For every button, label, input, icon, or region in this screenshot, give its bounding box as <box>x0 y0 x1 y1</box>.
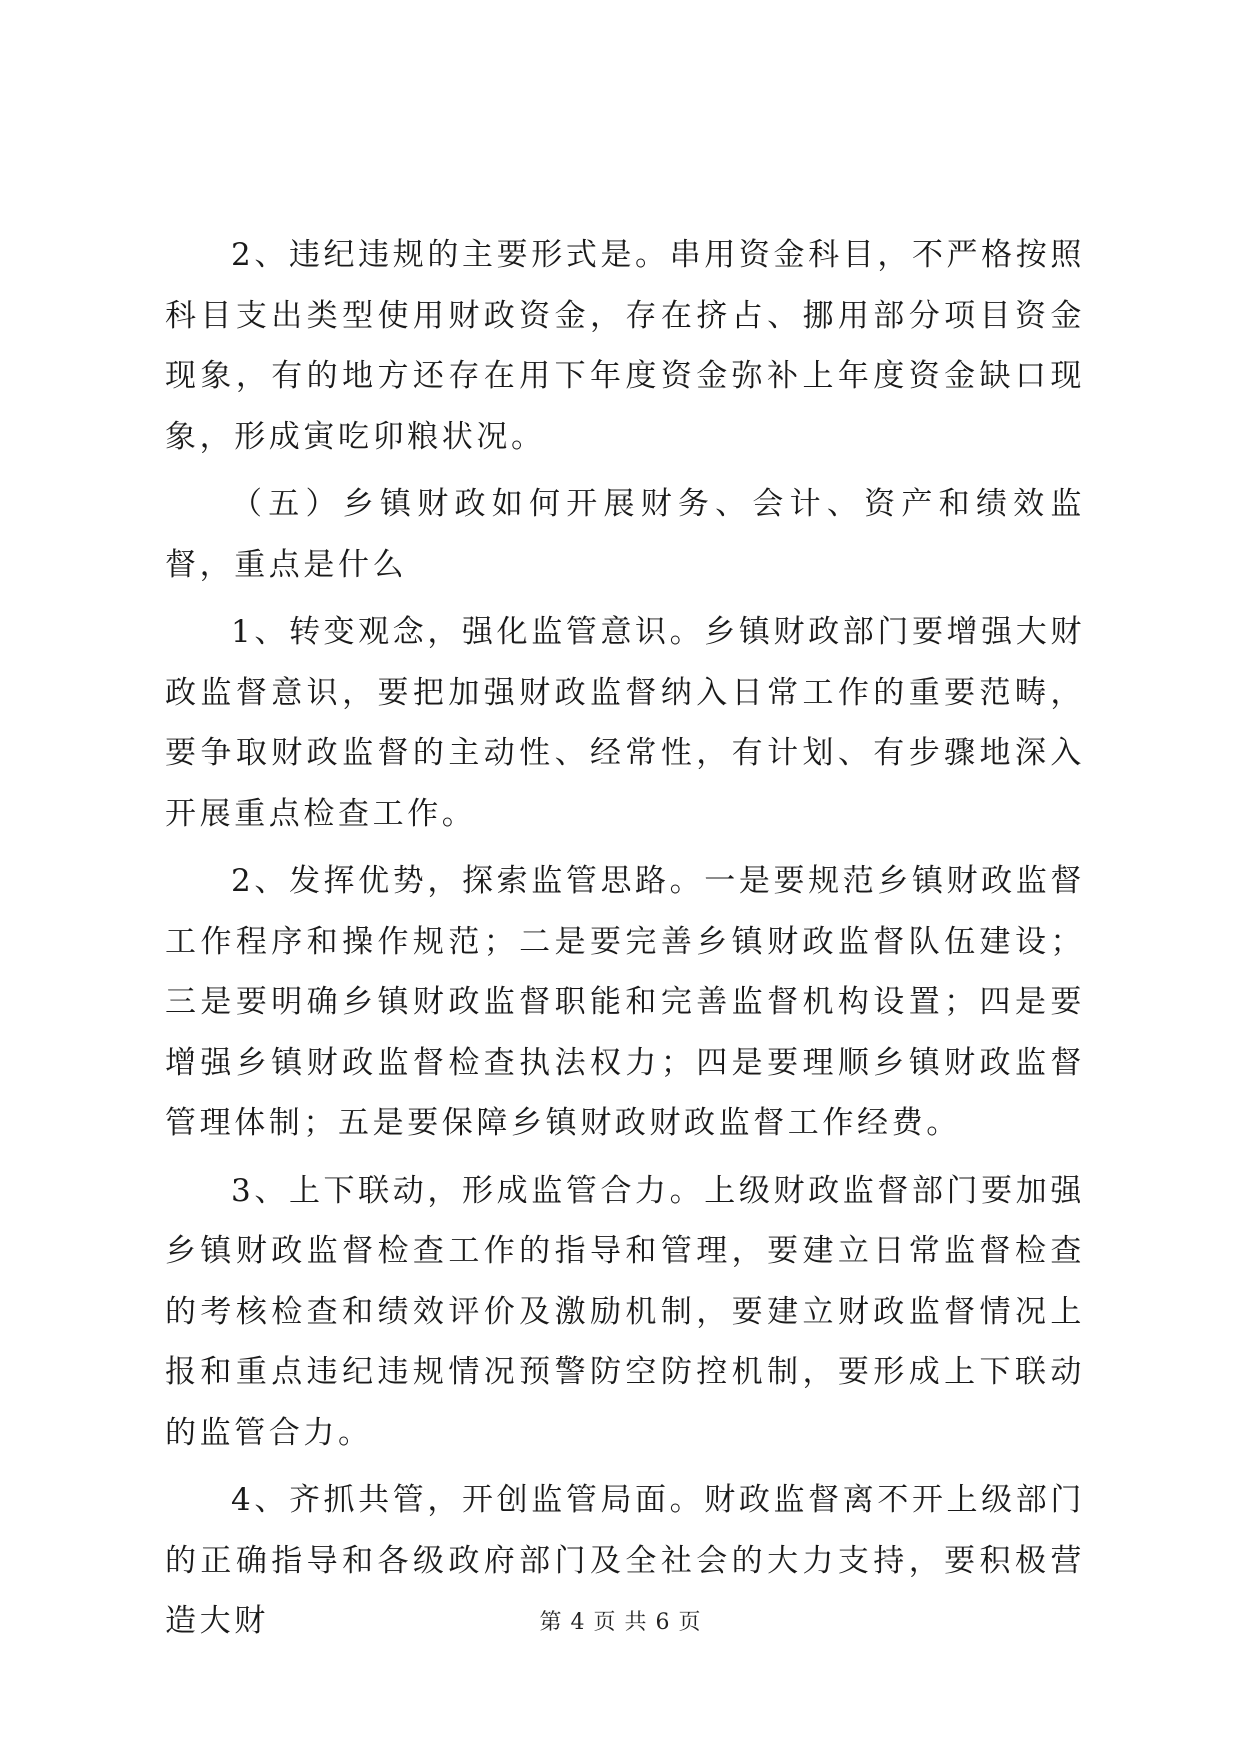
section-heading-five: （五）乡镇财政如何开展财务、会计、资产和绩效监督，重点是什么 <box>165 486 1085 583</box>
page-number-footer: 第 4 页 共 6 页 <box>539 1610 702 1635</box>
paragraph-linkage: 3、上下联动，形成监管合力。上级财政监督部门要加强乡镇财政监督检查工作的指导和管理，要建立日常监督检查的考核检查和绩效评价及激励机制，要建立财政监督情况上报和重点违纪违规情况预警防空防控机制，要形成上下联动的监管合力。 <box>165 1172 1085 1451</box>
paragraph-leverage-advantages: 2、发挥优势，探索监管思路。一是要规范乡镇财政监督工作程序和操作规范；二是要完善乡镇财政监督队伍建设；三是要明确乡镇财政监督职能和完善监督机构设置；四是要增强乡镇财政监督检查执法权力；四是要理顺乡镇财政监督管理体制；五是要保障乡镇财政财政监督工作经费。 <box>165 863 1085 1141</box>
paragraph-change-concepts: 1、转变观念，强化监管意识。乡镇财政部门要增强大财政监督意识，要把加强财政监督纳入日常工作的重要范畴，要争取财政监督的主动性、经常性，有计划、有步骤地深入开展重点检查工作。 <box>165 614 1085 832</box>
paragraph-violation-forms: 2、违纪违规的主要形式是。串用资金科目，不严格按照科目支出类型使用财政资金，存在挤占、挪用部分项目资金现象，有的地方还存在用下年度资金弥补上年度资金缺口现象，形成寅吃卯粮状况。 <box>165 237 1085 455</box>
paragraph-joint-management: 4、齐抓共管，开创监管局面。财政监督离不开上级部门的正确指导和各级政府部门及全社会的大力支持，要积极营造大财 <box>165 1482 1085 1639</box>
document-body <box>165 225 1085 1659</box>
